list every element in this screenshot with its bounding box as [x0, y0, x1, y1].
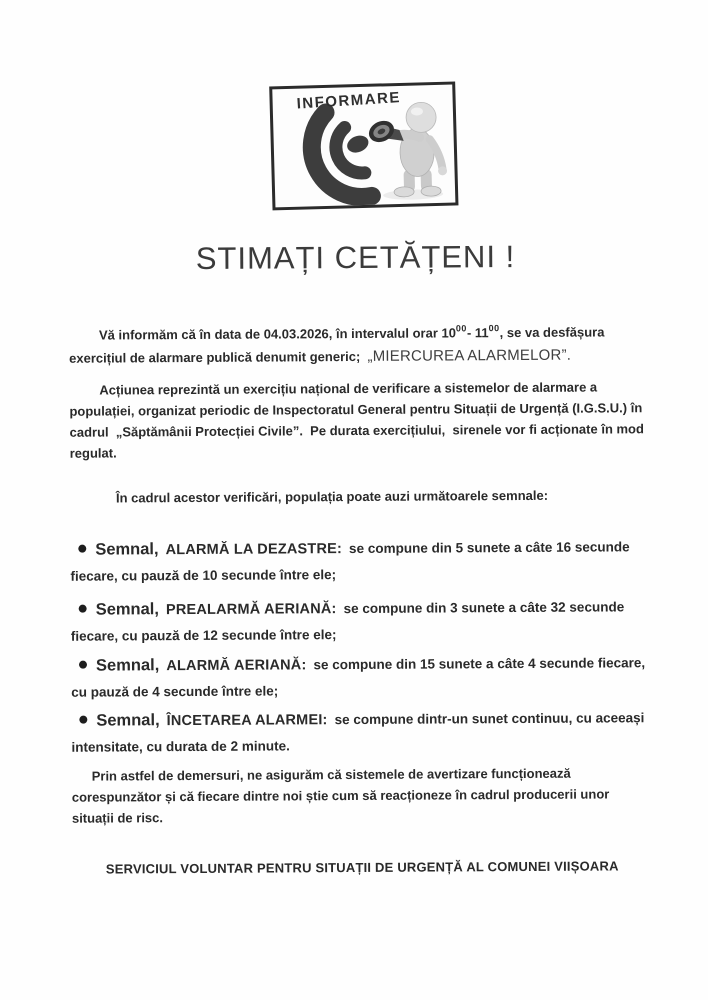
sound-dot-icon — [345, 133, 371, 156]
page-title: STIMAȚI CETĂȚENI ! — [195, 239, 516, 276]
signal-name: ALARMĂ AERIANĂ: — [166, 657, 307, 675]
signal-name: ALARMĂ LA DEZASTRE: — [165, 541, 343, 559]
time-superscript: 00 — [488, 323, 500, 334]
time-superscript: 00 — [455, 323, 467, 334]
signal-description: se compune dintr-un sunet continuu, cu aceeași intensitate, cu durata de 2 minute. — [71, 710, 649, 755]
bullet-icon — [79, 661, 87, 669]
megaphone-icon — [365, 116, 404, 146]
bullet-icon — [79, 716, 87, 724]
intro-text: - 11 — [466, 325, 489, 341]
signal-description: se compune din 5 sunete a câte 16 secunde fiecare, cu pauză de 10 secunde între ele; — [70, 539, 634, 584]
announcer-figure — [365, 102, 448, 198]
signal-item-air-prealarm — [71, 594, 651, 649]
intro-text: , se va desfășura exercițiul de alarmare publică denumit generic; — [69, 324, 609, 366]
signal-name: PREALARMĂ AERIANĂ: — [165, 601, 337, 619]
signal-description: se compune din 15 sunete a câte 4 secunde fiecare, cu pauză de 4 secunde între ele; — [71, 655, 649, 700]
signal-description: se compune din 3 sunete a câte 32 secunde fiecare, cu pauză de 12 secunde între ele; — [70, 599, 628, 644]
signals-intro-line: În cadrul acestor verificări, populația poate auzi următoarele semnale: — [115, 487, 549, 506]
issuer-signature-line: SERVICIUL VOLUNTAR PENTRU SITUAȚII DE URGENȚĂ AL COMUNEI VIIȘOARA — [105, 858, 619, 877]
signal-lead: Semnal, — [95, 656, 160, 675]
campaign-name: „MIERCUREA ALARMELOR”. — [367, 346, 572, 365]
bullet-icon — [78, 545, 86, 553]
signal-lead: Semnal, — [95, 540, 159, 559]
signal-lead: Semnal, — [96, 711, 160, 730]
informare-image-box — [269, 81, 458, 210]
signal-lead: Semnal, — [95, 600, 159, 619]
informare-label: INFORMARE — [296, 89, 402, 113]
intro-text: Vă informăm că în data de 04.03.2026, în intervalul orar 10 — [98, 325, 456, 343]
signal-item-alarm-end — [71, 705, 651, 760]
closing-paragraph: Prin astfel de demersuri, ne asigurăm că sistemele de avertizare funcționează corespunzător și că fiecare dintre noi știe cum să reacționeze în cadrul producerii unor situații de risc. — [71, 765, 613, 826]
bullet-icon — [79, 605, 87, 613]
exercise-description-paragraph: Acțiunea reprezintă un exercițiu național de verificare a sistemelor de alarmare a populației, organizat periodic de Inspectoratul General pentru Situații de Urgență (I.G.S.U.) în cadrul „Săptămânii Protecției Civile”. Pe durata exercițiului, sirenele vor fi acționate în mod regulat. — [69, 379, 648, 461]
sound-waves-icon — [311, 111, 372, 198]
signal-item-disaster-alarm — [70, 534, 650, 589]
signal-item-air-alarm — [71, 650, 651, 705]
intro-paragraph — [69, 316, 649, 370]
signal-name: ÎNCETAREA ALARMEI: — [166, 712, 328, 730]
